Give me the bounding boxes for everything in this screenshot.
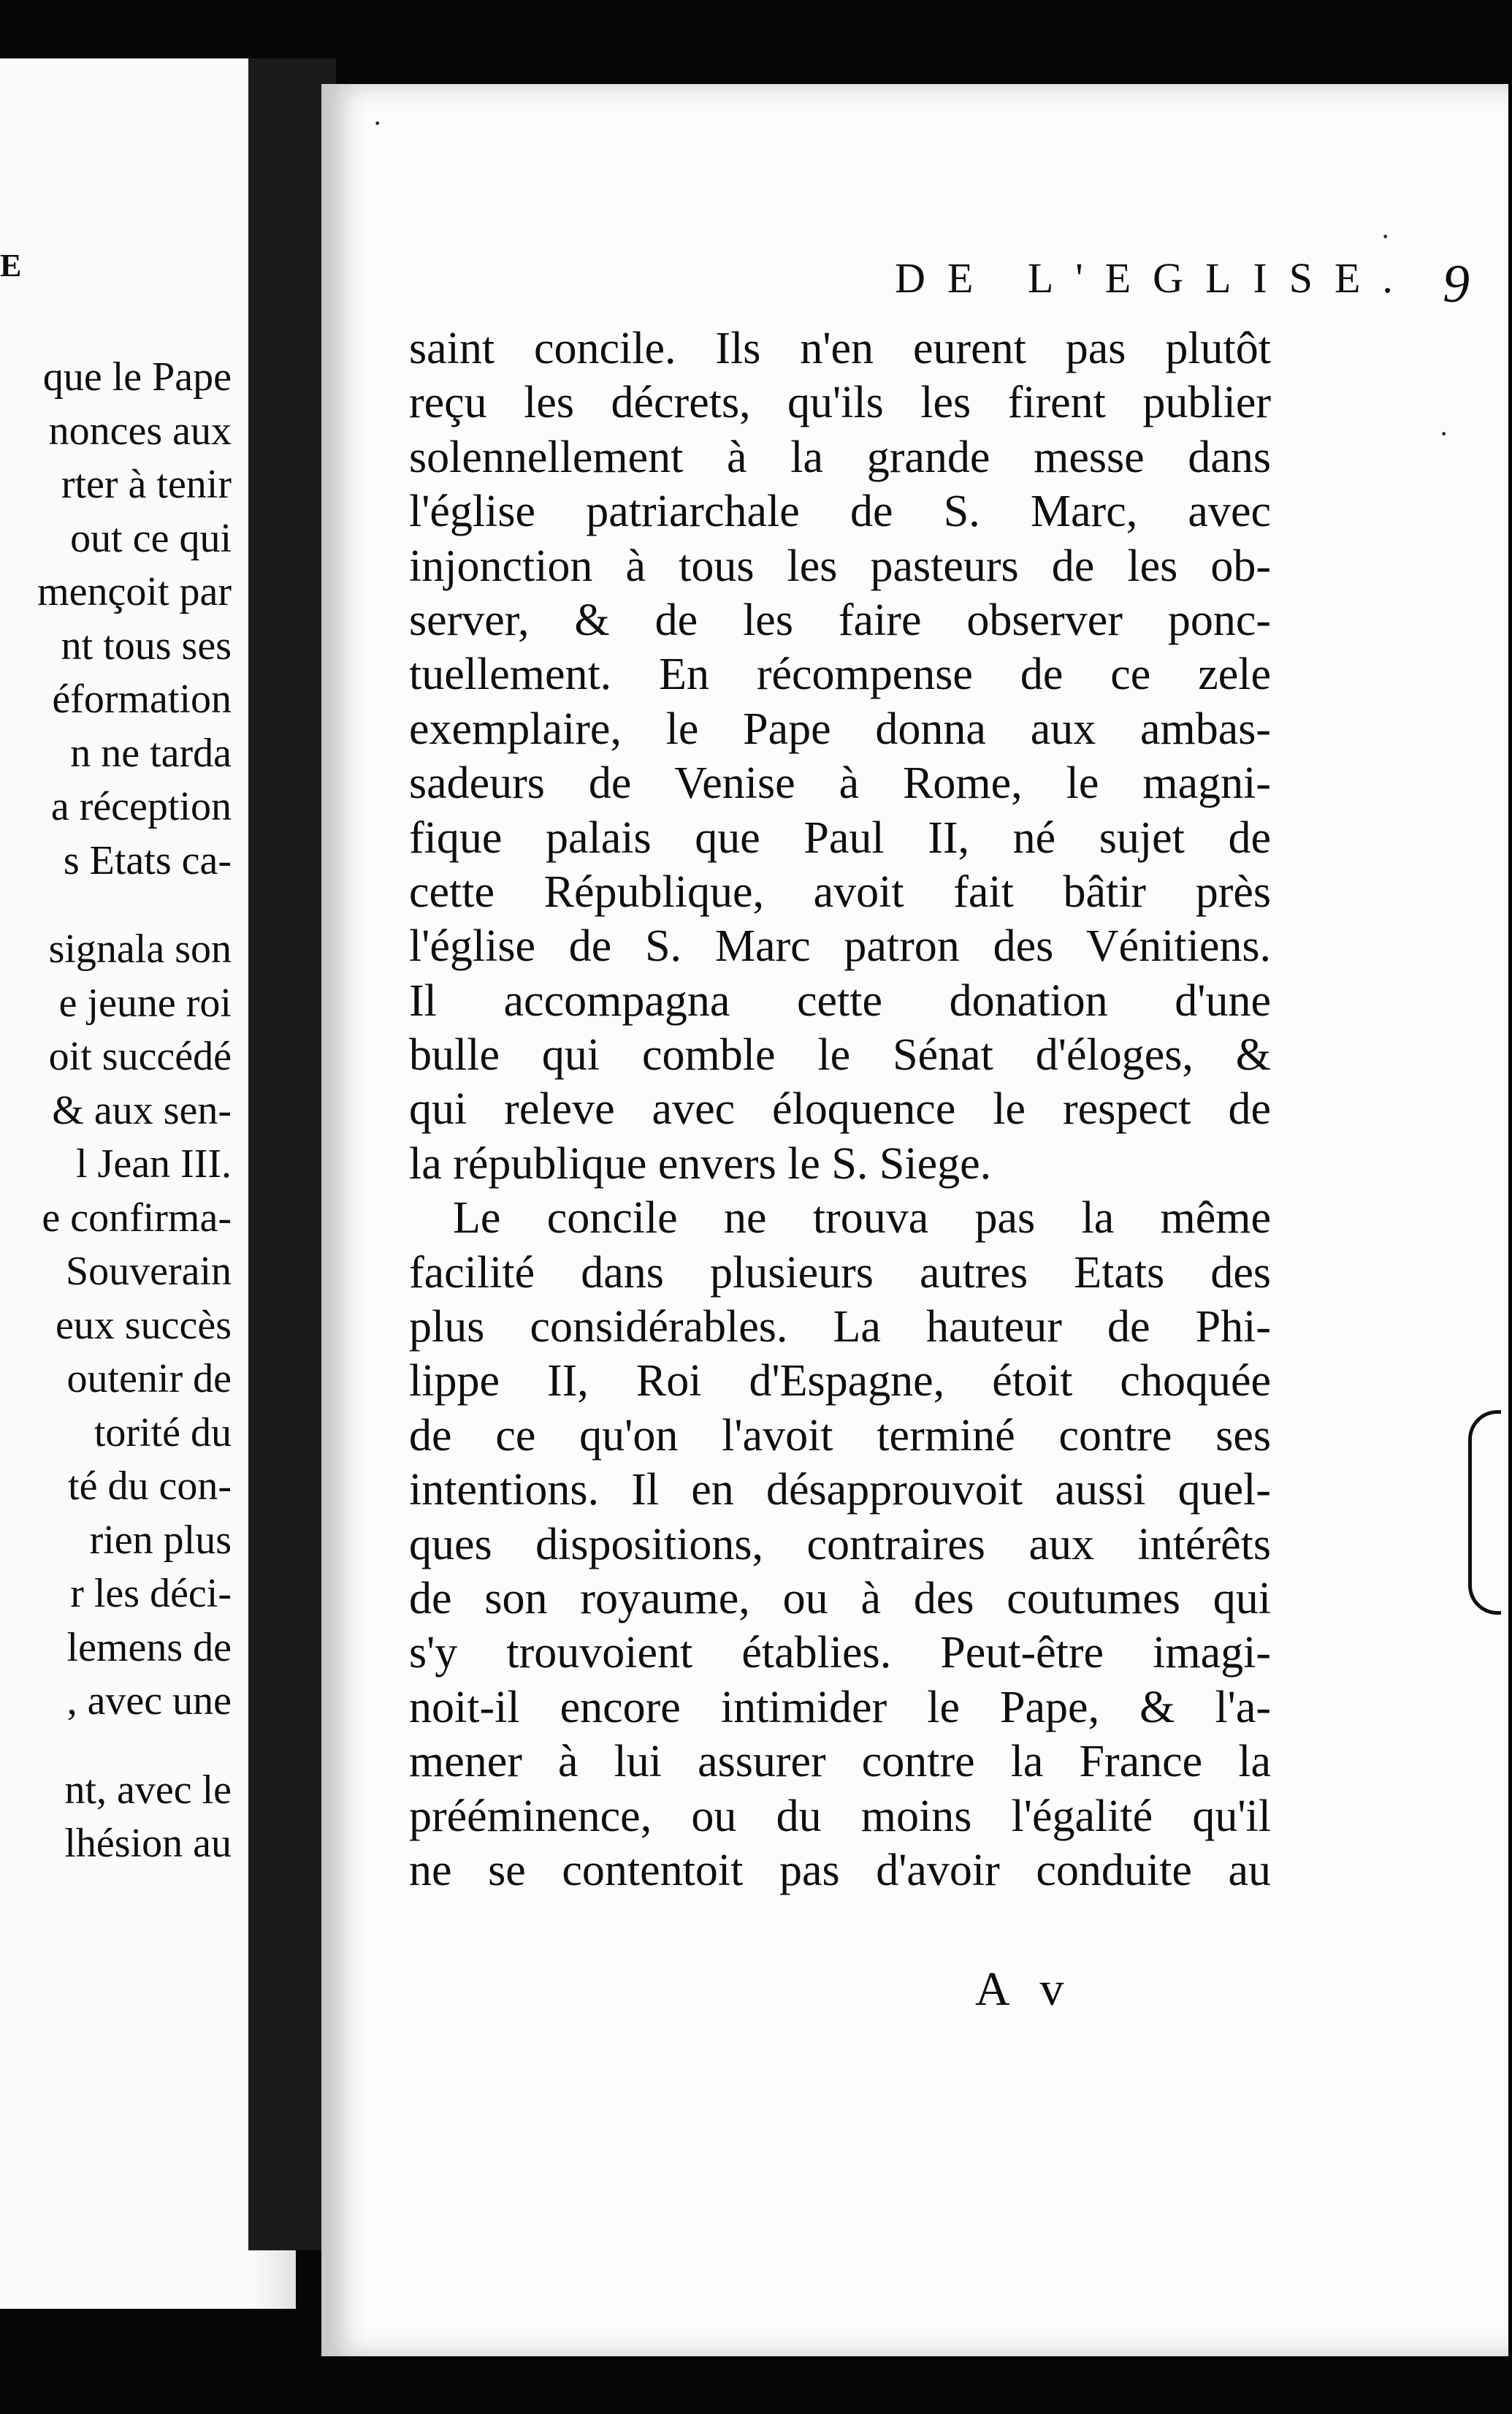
body-text: [409, 321, 1271, 1897]
left-running-head-fragment: E: [0, 248, 22, 283]
text-line: Il accompagna cette donation d'une: [409, 975, 1271, 1026]
left-text-line: r les déci-: [70, 1571, 232, 1616]
text-line: injonction à tous les pasteurs de les ob-: [409, 541, 1271, 591]
page-edge-tab: [1468, 1410, 1501, 1615]
text-line: plus considérables. La hauteur de Phi-: [409, 1302, 1271, 1352]
left-paragraph-gap: [37, 888, 232, 923]
ink-speck: ·: [1381, 220, 1391, 253]
left-text-line: , avec une: [66, 1678, 232, 1724]
left-paragraph-gap: [37, 1729, 232, 1764]
ink-speck: ·: [1439, 417, 1449, 450]
text-line: de son royaume, ou à des coutumes qui: [409, 1573, 1271, 1623]
left-text-line: éformation: [52, 677, 232, 722]
text-line: Le concile ne trouva pas la même: [453, 1193, 1271, 1244]
left-text-line: n ne tarda: [70, 730, 232, 776]
text-line: cette République, avoit fait bâtir près: [409, 867, 1271, 917]
text-line: s'y trouvoient établies. Peut-être imagi-: [409, 1628, 1271, 1678]
text-line: la république envers le S. Siege.: [409, 1138, 992, 1189]
text-line: sadeurs de Venise à Rome, le magni-: [409, 758, 1271, 809]
left-text-line: & aux sen-: [52, 1087, 232, 1133]
text-line: reçu les décrets, qu'ils les firent publier: [409, 378, 1271, 428]
text-line: server, & de les faire observer ponc-: [409, 595, 1271, 645]
signature-mark: A v: [975, 1962, 1074, 2016]
left-text-line: outenir de: [66, 1356, 232, 1401]
text-line: tuellement. En récompense de ce zele: [409, 650, 1271, 700]
left-text-line: signala son: [48, 926, 232, 972]
running-head: [573, 254, 1470, 319]
left-text-line: torité du: [93, 1409, 232, 1455]
text-line: lippe II, Roi d'Espagne, étoit choquée: [409, 1356, 1271, 1406]
left-text-line: lhésion au: [64, 1821, 232, 1866]
left-text-line: lemens de: [66, 1624, 232, 1670]
text-line: exemplaire, le Pape donna aux ambas-: [409, 704, 1271, 754]
page-number: 9: [1443, 254, 1470, 314]
left-page-text: [37, 351, 232, 1871]
left-text-line: eux succès: [55, 1302, 232, 1348]
text-line: bulle qui comble le Sénat d'éloges, &: [409, 1030, 1271, 1081]
left-text-line: Souverain: [65, 1249, 232, 1294]
left-text-line: s Etats ca-: [63, 837, 232, 883]
ink-speck: ·: [373, 107, 383, 140]
left-text-line: nt tous ses: [61, 622, 232, 669]
left-text-line: mençoit par: [37, 569, 232, 614]
text-line: prééminence, ou du moins l'égalité qu'il: [409, 1791, 1271, 1841]
left-text-line: rien plus: [89, 1517, 232, 1563]
text-line: ques dispositions, contraires aux intérêts: [409, 1519, 1271, 1569]
left-text-line: e confirma-: [42, 1195, 232, 1241]
left-text-line: nonces aux: [48, 408, 232, 454]
left-text-line: out ce qui: [70, 515, 232, 561]
left-text-line: e jeune roi: [58, 980, 232, 1026]
text-line: saint concile. Ils n'en eurent pas plutôt: [409, 324, 1271, 373]
left-text-line: que le Pape: [42, 354, 232, 400]
text-line: l'église patriarchale de S. Marc, avec: [409, 487, 1271, 537]
text-line: de ce qu'on l'avoit terminé contre ses: [409, 1410, 1271, 1461]
right-page: [321, 84, 1508, 2356]
left-text-line: rter à tenir: [61, 462, 232, 507]
left-text-line: a réception: [50, 784, 232, 829]
text-line: solennellement à la grande messe dans: [409, 432, 1271, 482]
text-line: intentions. Il en désapprouvoit aussi quel-: [409, 1465, 1271, 1515]
text-line: noit-il encore intimider le Pape, & l'a-: [409, 1682, 1271, 1732]
text-line: l'église de S. Marc patron des Vénitiens.: [409, 921, 1271, 972]
text-line: ne se contentoit pas d'avoir conduite au: [409, 1845, 1271, 1895]
left-text-line: oit succédé: [48, 1034, 232, 1079]
left-text-line: l Jean III.: [75, 1141, 232, 1187]
text-line: facilité dans plusieurs autres Etats des: [409, 1247, 1271, 1298]
text-line: fique palais que Paul II, né sujet de: [409, 812, 1271, 863]
text-line: mener à lui assurer contre la France la: [409, 1737, 1271, 1787]
text-line: qui releve avec éloquence le respect de: [409, 1084, 1271, 1135]
left-text-line: té du con-: [68, 1463, 232, 1509]
left-text-line: nt, avec le: [64, 1767, 232, 1813]
running-head-title: DE L'EGLISE.: [895, 254, 1415, 302]
